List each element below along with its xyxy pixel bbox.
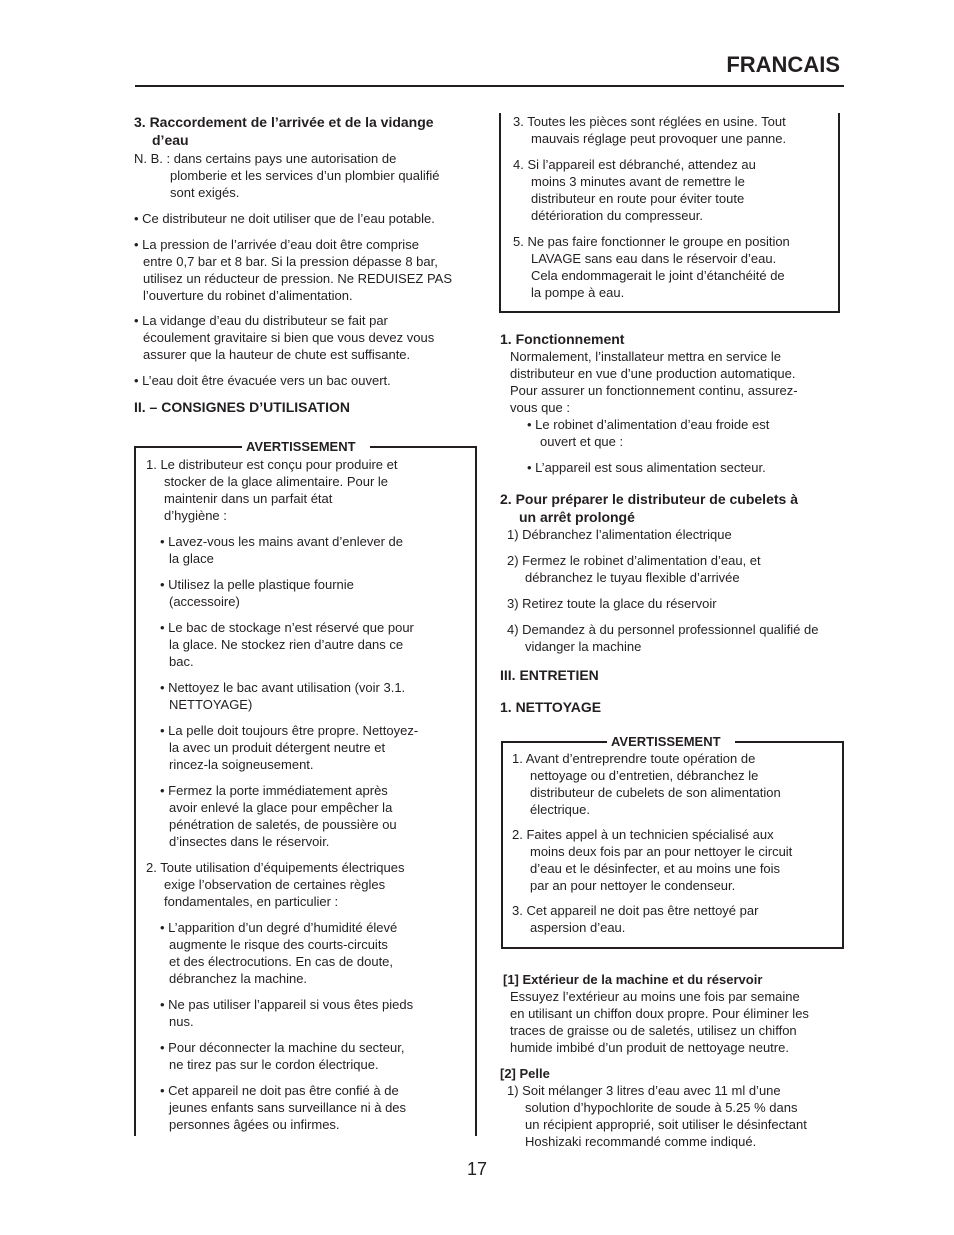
section-exterior: [1] Extérieur de la machine et du réservoir Essuyez l’extérieur au moins une fois par semaine en utilisant un chiffon doux propre. Pour éliminer les traces de graisse ou de saletés, utilisez un chiffon humide imbibé d’un produit de nettoyage neutre. [2] Pelle 1) Soit mélanger 3 litres d’eau avec 11 ml d’une solution d’hypochlorite de soude à 5.25 % dans un récipient approprié, soit utiliser le désinfectant Hoshizaki recommandé comme indiqué.	[500, 971, 850, 1150]
warning-title: AVERTISSEMENT	[611, 734, 721, 749]
page-title: FRANCAIS	[726, 52, 840, 77]
box-left-border	[499, 113, 501, 313]
warning-item-2: 2. Faites appel à un technicien spécialisé aux moins deux fois par an pour nettoyer le circuit d’eau et le désinfecter, et au moins une fois par an pour nettoyer le condenseur.	[512, 827, 793, 893]
warning-bullets-1	[146, 533, 471, 850]
list-item: 3) Retirez toute la glace du réservoir	[507, 596, 717, 611]
list-item: • Fermez la porte immédiatement après avoir enlevé la glace pour empêcher la pénétration de saletés, de poussière ou d’insectes dans le réservoir.	[160, 783, 397, 849]
list-item: • Le robinet d’alimentation d’eau froide est ouvert et que :	[527, 417, 770, 449]
warning-item-2: 2. Toute utilisation d’équipements électriques exige l’observation de certaines règles fondamentales, en particulier :	[146, 860, 405, 909]
list-item: 1) Soit mélanger 3 litres d’eau avec 11 ml d’une solution d’hypochlorite de soude à 5.25 % dans un récipient approprié, soit utiliser le désinfectant Hoshizaki recommandé comme indiqué.	[507, 1083, 807, 1149]
list-item: • Utilisez la pelle plastique fournie (accessoire)	[160, 577, 354, 609]
warning-box-top-border	[370, 446, 477, 448]
subsection-title-exterior: [1] Extérieur de la machine et du réservoir	[503, 972, 763, 987]
section-title-shutdown: 2. Pour préparer le distributeur de cubelets à un arrêt prolongé	[500, 491, 798, 525]
warning-title: AVERTISSEMENT	[246, 439, 356, 454]
warning-item-4: 4. Si l’appareil est débranché, attendez au moins 3 minutes avant de remettre le distributeur en route pour éviter toute détérioration du compresseur.	[513, 157, 756, 223]
bullet-drain: • La vidange d’eau du distributeur se fait par écoulement gravitaire si bien que vous devez vous assurer que la hauteur de chute est suffisante.	[134, 313, 435, 362]
list-item: • Ne pas utiliser l’appareil si vous êtes pieds nus.	[160, 997, 414, 1029]
section-operation: 1. Fonctionnement Normalement, l’installateur mettra en service le distributeur en vue d’une production automatique. Pour assurer un fonctionnement continu, assurez- vous que : • Le robinet d’alimentation d’eau froide est ouvert et que : • L’appareil est sous alimentation secteur. 2. Pour préparer le distributeur de cubelets à un arrêt prolongé 1) Débranchez l’alimentation électrique 2) Fermez le robinet d’alimentation d’eau, et débranchez le tuyau flexible d’arrivée 3) Retirez toute la glace du réservoir 4) Demandez à du personnel professionnel qualifié de vidanger la machine III. ENTRETIEN 1. NETTOYAGE	[500, 330, 850, 716]
warning-box-top-border	[134, 446, 242, 448]
warning-item-5: 5. Ne pas faire fonctionner le groupe en position LAVAGE sans eau dans le réservoir d’eau. Cela endommagerait le joint d’étanchéité de la pompe à eau.	[513, 234, 790, 300]
list-item: • L’apparition d’un degré d’humidité élevé augmente le risque des courts-circuits et des électrocutions. En cas de doute, débranchez la machine.	[160, 920, 398, 986]
warning-item-1: 1. Le distributeur est conçu pour produire et stocker de la glace alimentaire. Pour le maintenir dans un parfait état d’hygiène :	[146, 457, 398, 523]
warning-box-continued	[499, 113, 842, 313]
list-item: 1) Débranchez l’alimentation électrique	[507, 527, 732, 542]
nb-note: N. B. : dans certains pays une autorisation de plomberie et les services d’un plombier qualifié sont exigés.	[134, 151, 440, 200]
list-item: • Cet appareil ne doit pas être confié à de jeunes enfants sans surveillance ni à des personnes âgées ou infirmes.	[160, 1083, 407, 1132]
warning-item-3: 3. Cet appareil ne doit pas être nettoyé par aspersion d’eau.	[512, 903, 759, 935]
section-title-water: 3. Raccordement de l’arrivée et de la vidange d’eau	[134, 114, 434, 148]
list-item: • Nettoyez le bac avant utilisation (voir 3.1. NETTOYAGE)	[160, 680, 406, 712]
section-title-operation: 1. Fonctionnement	[500, 331, 625, 347]
page-number: 17	[466, 1159, 488, 1179]
bullet-potable: • Ce distributeur ne doit utiliser que de l’eau potable.	[134, 211, 435, 226]
section-title-usage: II. – CONSIGNES D’UTILISATION	[134, 399, 350, 415]
warning-box-right-border	[475, 446, 477, 1136]
list-item: • Pour déconnecter la machine du secteur, ne tirez pas sur le cordon électrique.	[160, 1040, 405, 1072]
warning-item-3: 3. Toutes les pièces sont réglées en usine. Tout mauvais réglage peut provoquer une panne.	[513, 114, 787, 146]
section-water-connection	[134, 113, 479, 416]
warning-box-left	[134, 439, 477, 1136]
list-item: 2) Fermez le robinet d’alimentation d’eau, et débranchez le tuyau flexible d’arrivée	[507, 553, 761, 585]
box-right-border	[838, 113, 840, 313]
warning-item-1: 1. Avant d’entreprendre toute opération de nettoyage ou d’entretien, débranchez le distributeur de cubelets de son alimentation électrique.	[512, 751, 781, 817]
list-item: • La pelle doit toujours être propre. Nettoyez- la avec un produit détergent neutre et rincez-la soigneusement.	[160, 723, 419, 772]
warning-content	[146, 456, 471, 1133]
list-item: • L’appareil est sous alimentation secteur.	[527, 460, 766, 475]
box-bottom-border	[499, 311, 840, 313]
subsection-title-scoop: [2] Pelle	[500, 1066, 550, 1081]
warning-bullets-2	[146, 919, 471, 1133]
bullet-pressure: • La pression de l’arrivée d’eau doit être comprise entre 0,7 bar et 8 bar. Si la pression dépasse 8 bar, utilisez un réducteur de pression. Ne REDUISEZ PAS l’ouverture du robinet d’alimentation.	[134, 237, 453, 303]
list-item: 4) Demandez à du personnel professionnel qualifié de vidanger la machine	[507, 622, 819, 654]
warning-box-cleaning	[501, 734, 844, 949]
section-title-cleaning: 1. NETTOYAGE	[500, 699, 602, 715]
warning-box-left-border	[134, 446, 136, 1136]
list-item: • Le bac de stockage n’est réservé que pour la glace. Ne stockez rien d’autre dans ce bac.	[160, 620, 414, 669]
list-item: • Lavez-vous les mains avant d’enlever de la glace	[160, 534, 404, 566]
header-rule	[135, 85, 844, 87]
bullet-open-tray: • L’eau doit être évacuée vers un bac ouvert.	[134, 373, 391, 388]
section-title-maintenance: III. ENTRETIEN	[500, 667, 599, 683]
